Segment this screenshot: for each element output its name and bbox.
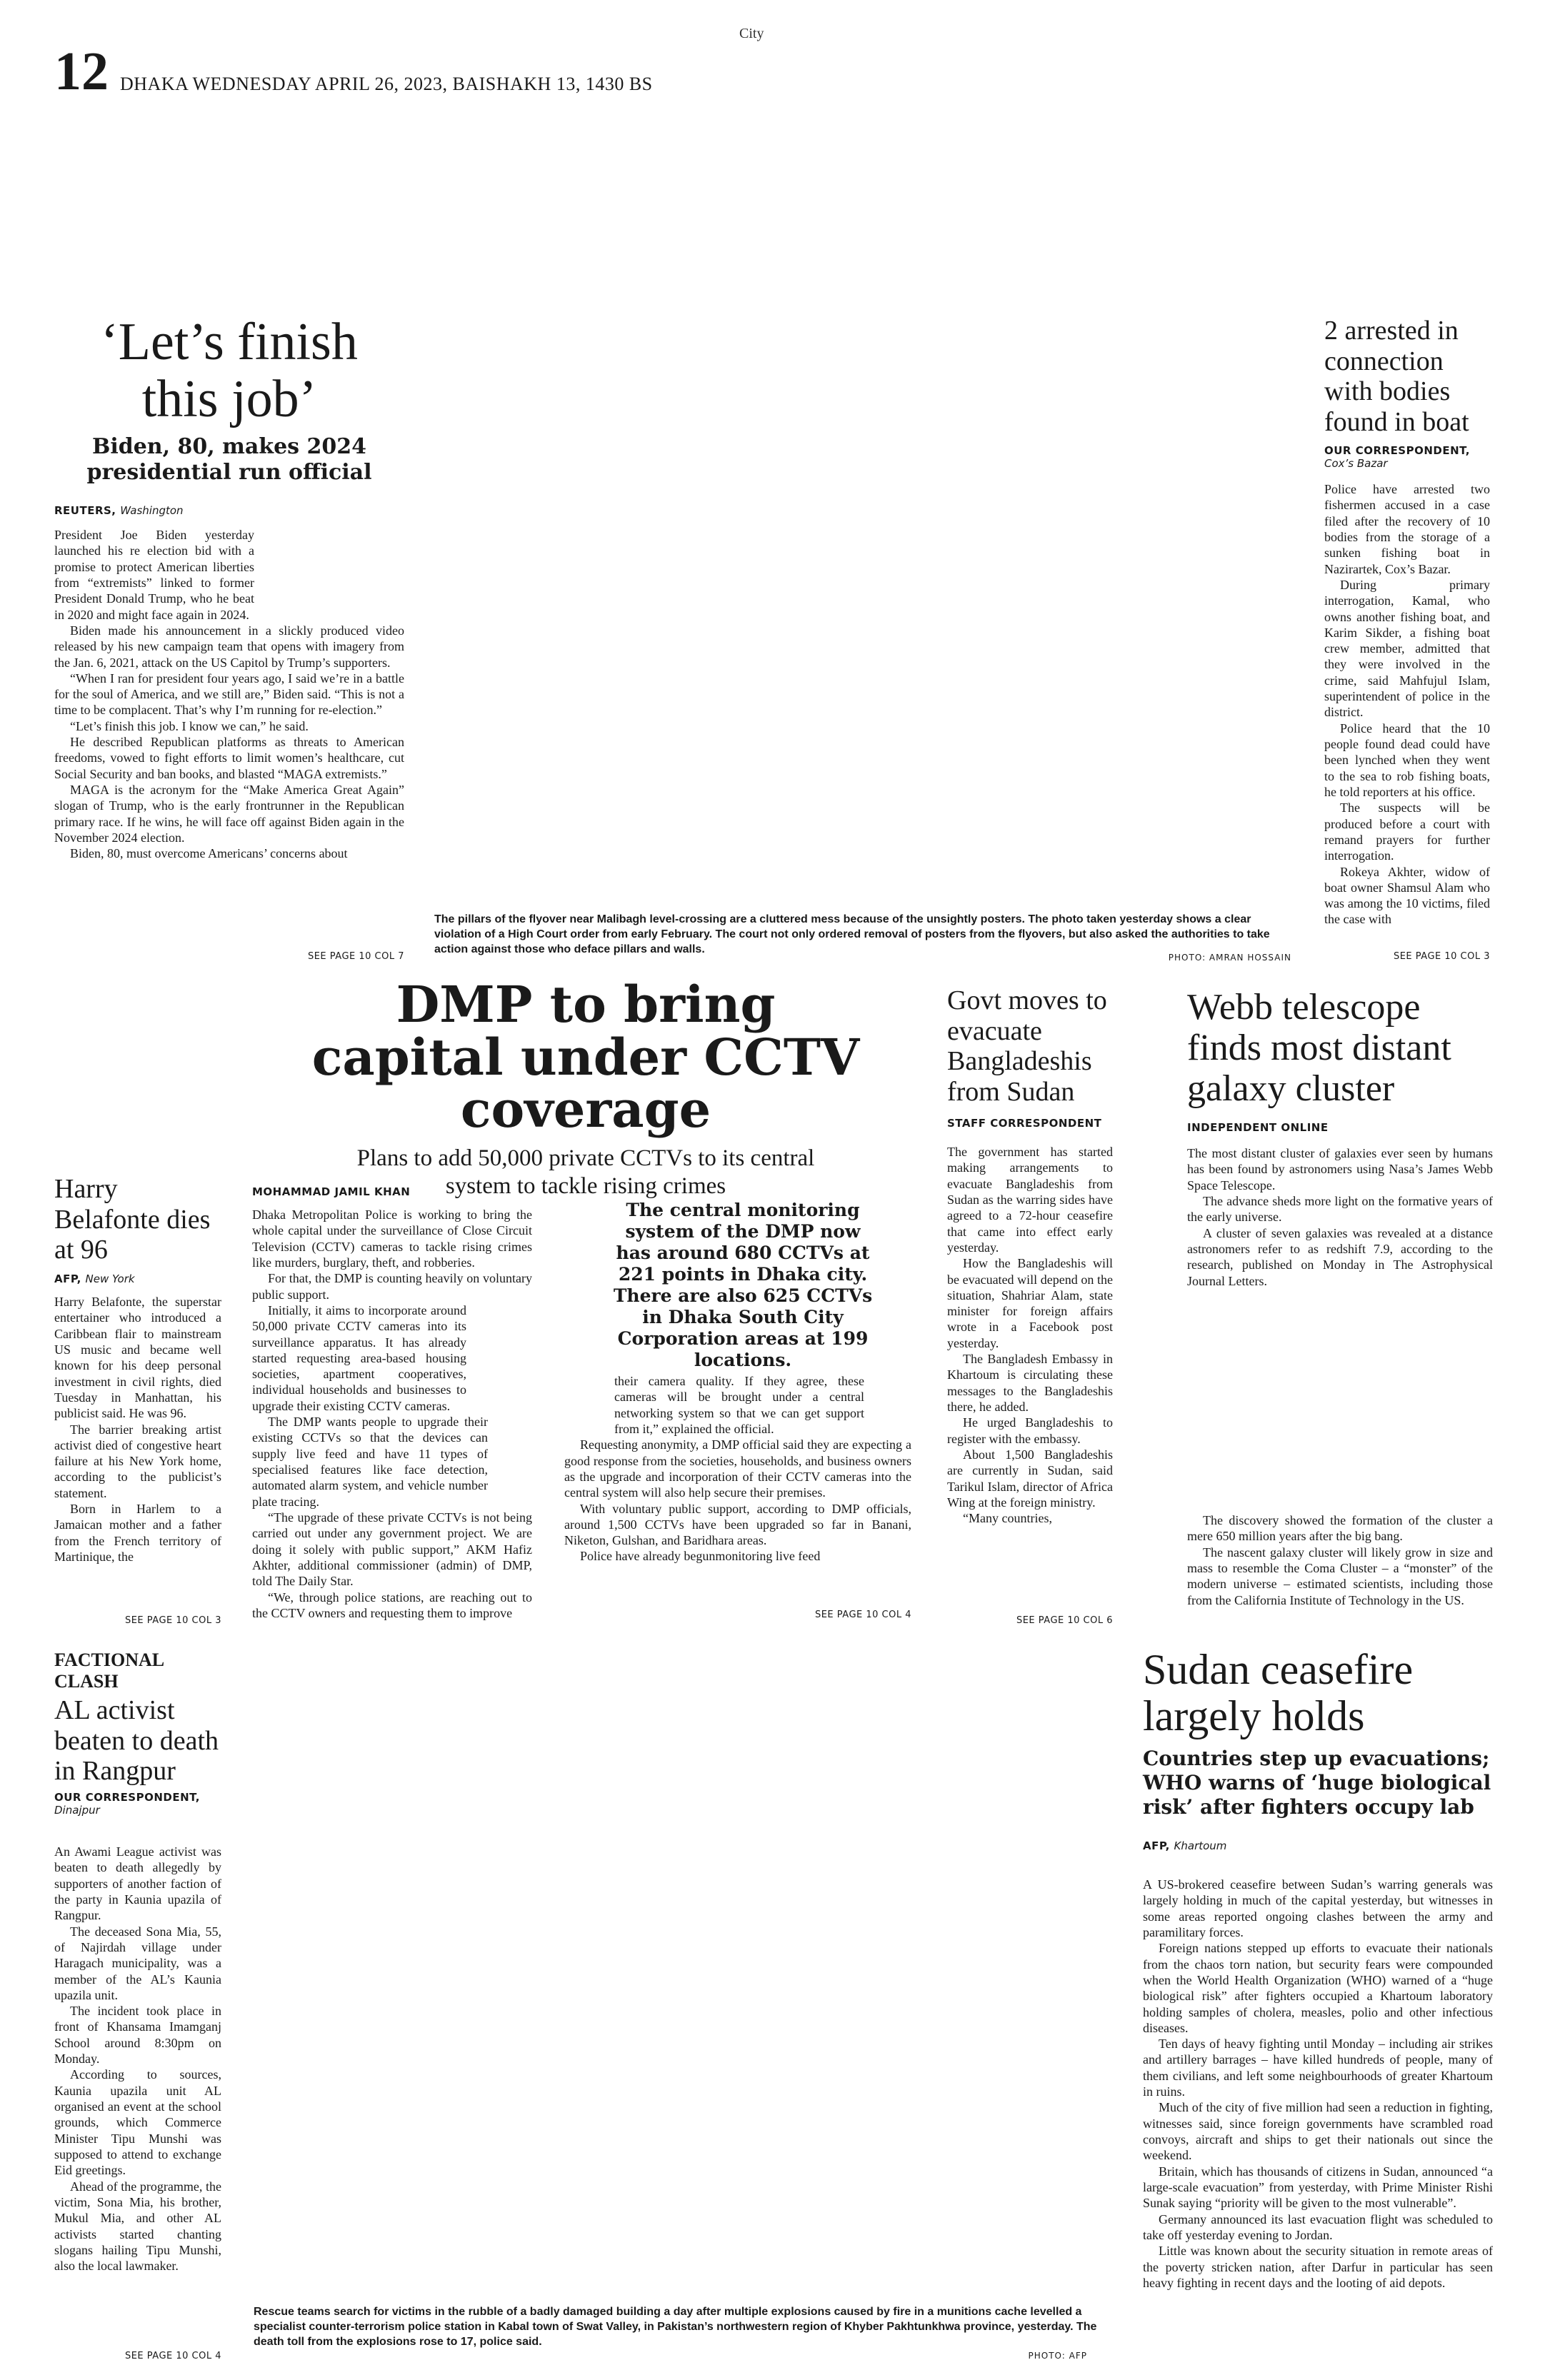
- boat-jump[interactable]: SEE PAGE 10 COL 3: [1393, 951, 1490, 962]
- webb-body-bottom: [1187, 1512, 1493, 1608]
- section-label: City: [739, 26, 764, 41]
- webb-paragraph: The nascent galaxy cluster will likely grow in size and mass to resemble the Coma Cluster – a “monster” of the modern universe – estimated scientists, including those from the California Institute of Technology in the US.: [1187, 1545, 1493, 1607]
- dmp-pullquote: The central monitoring system of the DMP now has around 680 CCTVs at 221 points in Dhaka city. There are also 625 CCTVs in Dhaka South City Corporation areas at 199 locations.: [613, 1200, 873, 1370]
- webb-story: [1187, 987, 1494, 1134]
- biden-paragraph: President Joe Biden yesterday launched his re election bid with a promise to protect American liberties from “extremists” linked to former President Donald Trump, who he beat in 2020 and might face again in 2024.: [54, 528, 254, 622]
- sudan-evac-story: [947, 985, 1133, 1130]
- belafonte-paragraph: The barrier breaking artist activist died of congestive heart failure at his New York home, according to the publicist’s statement.: [54, 1422, 221, 1500]
- biden-paragraph: Biden, 80, must overcome Americans’ concerns about: [70, 846, 348, 861]
- biden-paragraph: MAGA is the acronym for the “Make America Great Again” slogan of Trump, who is the early frontrunner in the Republican primary race. If he wins, he will face off against Biden again in the November 2024 election.: [54, 783, 404, 845]
- dmp-deck: Plans to add 50,000 private CCTVs to its central system to tackle rising crimes: [356, 1145, 815, 1200]
- photo-credit-flyover: PHOTO: AMRAN HOSSAIN: [1168, 953, 1291, 963]
- sudan-ceasefire-paragraph: Ten days of heavy fighting until Monday – including air strikes and artillery barrages – have killed hundreds of people, many of them civilians, and left some neighbourhoods of greater Khartoum in ruins.: [1143, 2037, 1493, 2099]
- sudan-ceasefire-byline: AFP, Khartoum: [1143, 1839, 1227, 1853]
- biden-paragraph: Biden made his announcement in a slickly produced video released by his new campaign team that opens with imagery from the Jan. 6, 2021, attack on the US Capitol by Trump’s supporters.: [54, 623, 404, 670]
- sudan-evac-paragraph: How the Bangladeshis will be evacuated will depend on the situation, Shahriar Alam, state minister for foreign affairs wrote in a Facebook post yesterday.: [947, 1256, 1113, 1350]
- boat-paragraph: During primary interrogation, Kamal, who owns another fishing boat, and Karim Sikder, a fishing boat crew member, admitted that they were involved in the crime, said Mahfujul Islam, superintendent of police in the district.: [1324, 577, 1490, 720]
- dmp-jump[interactable]: SEE PAGE 10 COL 4: [814, 1610, 911, 1620]
- boat-paragraph: The suspects will be produced before a court with remand prayers for further interrogation.: [1324, 800, 1490, 863]
- dmp-paragraph: their camera quality. If they agree, these cameras will be brought under a central networking system so that we can get support from it,” explained the official.: [614, 1374, 864, 1436]
- rangpur-paragraph: The incident took place in front of Khansama Imamganj School around 8:30pm on Monday.: [54, 2004, 221, 2067]
- rangpur-jump[interactable]: SEE PAGE 10 COL 4: [124, 2351, 221, 2361]
- rangpur-paragraph: An Awami League activist was beaten to death allegedly by supporters of another faction of the party in Kaunia upazila of Rangpur.: [54, 1844, 221, 1923]
- sudan-ceasefire-paragraph: Foreign nations stepped up efforts to evacuate their nationals from the chaos torn nation, but security fears were compounded when the World Health Organization (WHO) warned of a “huge biological risk” after fighters occupied a Khartoum laboratory holding samples of cholera, measles, polio and other infectious diseases.: [1143, 1941, 1493, 2035]
- sudan-ceasefire-paragraph: Much of the city of five million had seen a reduction in fighting, witnesses said, since foreign governments have scrambled road convoys, aircraft and ships to get their nationals out since the weekend.: [1143, 2100, 1493, 2163]
- photo-credit-swat: PHOTO: AFP: [1028, 2351, 1087, 2361]
- biden-story: [54, 314, 404, 517]
- biden-body: [54, 527, 404, 862]
- biden-paragraph: He described Republican platforms as threats to American freedoms, vowed to fight efforts to limit women’s healthcare, cut Social Security and ban books, and blasted “MAGA extremists.”: [54, 735, 404, 781]
- belafonte-jump[interactable]: SEE PAGE 10 COL 3: [124, 1615, 221, 1626]
- sudan-evac-paragraph: He urged Bangladeshis to register with the embassy.: [947, 1415, 1113, 1446]
- sudan-evac-paragraph: About 1,500 Bangladeshis are currently in Sudan, said Tarikul Islam, director of Africa Wing at the foreign ministry.: [947, 1447, 1113, 1510]
- belafonte-headline: Harry Belafonte dies at 96: [54, 1174, 211, 1265]
- biden-jump[interactable]: SEE PAGE 10 COL 7: [307, 951, 404, 962]
- dmp-paragraph: With voluntary public support, according to DMP officials, around 1,500 CCTVs have been upgraded so far in Banani, Niketon, Gulshan, and Baridhara areas.: [564, 1501, 911, 1548]
- rangpur-story: [54, 1650, 226, 1817]
- webb-paragraph: The discovery showed the formation of the cluster a mere 650 million years after the big bang.: [1187, 1513, 1493, 1544]
- boat-byline: OUR CORRESPONDENT, Cox’s Bazar: [1324, 444, 1470, 471]
- page-number: 12: [54, 41, 109, 101]
- boat-paragraph: Police heard that the 10 people found dead could have been lynched when they went to the sea to rob fishing boats, he told reporters at his office.: [1324, 720, 1490, 799]
- boat-paragraph: Rokeya Akhter, widow of boat owner Shamsul Alam who was among the 10 victims, filed the case with: [1324, 864, 1490, 927]
- sudan-ceasefire-deck: Countries step up evacuations; WHO warns of ‘huge biological risk’ after fighters occupy lab: [1143, 1746, 1491, 1819]
- sudan-evac-paragraph: The government has started making arrangements to evacuate Bangladeshis from Sudan as the warring sides have agreed to a 72-hour ceasefire that came into effect early yesterday.: [947, 1145, 1113, 1255]
- sudan-ceasefire-paragraph: A US-brokered ceasefire between Sudan’s warring generals was largely holding in much of the capital yesterday, but witnesses in some areas reported ongoing clashes between the army and paramilitary forces.: [1143, 1877, 1493, 1939]
- dmp-col1: [252, 1207, 532, 1621]
- belafonte-story: [54, 1174, 226, 1285]
- dateline: DHAKA WEDNESDAY APRIL 26, 2023, BAISHAKH 13, 1430 BS: [120, 74, 653, 94]
- biden-deck: Biden, 80, makes 2024 presidential run official: [86, 433, 372, 485]
- belafonte-body: [54, 1294, 221, 1565]
- dmp-paragraph: Police have already begunmonitoring live feed: [580, 1549, 821, 1564]
- rangpur-paragraph: The deceased Sona Mia, 55, of Najirdah village under Haragach municipality, was a member of the AL’s Kaunia upazila unit.: [54, 1924, 221, 2002]
- photo-caption-swat: Rescue teams search for victims in the rubble of a badly damaged building a day after multiple explosions caused by fire in a munitions cache levelled a specialist counter-terrorism police station in Kabal town of Swat Valley, in Pakistan’s northwestern region of Khyber Pakhtunkhwa province, yesterday. The death toll from the explosions rose to 17, police said.: [254, 2306, 1097, 2348]
- biden-paragraph: “When I ran for president four years ago, I said we’re in a battle for the soul of America, and we still are,” Biden said. “This is not a time to be complacent. That’s why I’m running for re-election.”: [54, 671, 404, 718]
- dmp-paragraph: “We, through police stations, are reaching out to the CCTV owners and requesting them to improve: [252, 1590, 532, 1620]
- belafonte-paragraph: Born in Harlem to a Jamaican mother and a father from the French territory of Martinique, the: [54, 1502, 221, 1564]
- webb-headline: Webb telescope finds most distant galaxy cluster: [1187, 987, 1451, 1110]
- webb-paragraph: The most distant cluster of galaxies ever seen by humans has been found by astronomers using Nasa’s James Webb Space Telescope.: [1187, 1146, 1493, 1192]
- webb-paragraph: A cluster of seven galaxies was revealed at a distance astronomers refer to as redshift 7.9, according to the research, published on Monday in The Astrophysical Journal Letters.: [1187, 1225, 1493, 1288]
- sudan-evac-paragraph: The Bangladesh Embassy in Khartoum is circulating these messages to the Bangladeshis there, he added.: [947, 1352, 1113, 1414]
- webb-body-top: [1187, 1145, 1493, 1289]
- dmp-paragraph: The DMP wants people to upgrade their existing CCTVs so that the devices can supply live feed and have 11 types of specialised features like face detection, automated alarm system, and vehicle number plate tracing.: [252, 1415, 488, 1509]
- dmp-paragraph: For that, the DMP is counting heavily on voluntary public support.: [252, 1271, 532, 1302]
- rangpur-headline: AL activist beaten to death in Rangpur: [54, 1695, 219, 1787]
- rangpur-paragraph: According to sources, Kaunia upazila unit AL organised an event at the school grounds, which Commerce Minister Tipu Munshi was supposed to attend to exchange Eid greetings.: [54, 2067, 221, 2178]
- sudan-evac-paragraph: “Many countries,: [963, 1511, 1052, 1526]
- boat-body: [1324, 481, 1490, 928]
- dmp-paragraph: “The upgrade of these private CCTVs is not being carried out under any government project. We are doing it solely with public support,” AKM Hafiz Akhter, additional commissioner (admin) of DMP, told The Daily Star.: [252, 1510, 532, 1589]
- sudan-evac-headline: Govt moves to evacuate Bangladeshis from Sudan: [947, 985, 1107, 1107]
- dmp-headline: DMP to bring capital under CCTV coverage: [311, 975, 860, 1139]
- dmp-byline: MOHAMMAD JAMIL KHAN: [252, 1185, 411, 1198]
- webb-paragraph: The advance sheds more light on the formative years of the early universe.: [1187, 1193, 1493, 1225]
- boat-headline: 2 arrested in connection with bodies found in boat: [1324, 316, 1469, 437]
- dmp-col2: [564, 1373, 911, 1565]
- biden-byline: REUTERS, Washington: [54, 503, 184, 517]
- sudan-ceasefire-headline: Sudan ceasefire largely holds: [1143, 1646, 1414, 1739]
- sudan-evac-body: [947, 1144, 1113, 1527]
- rangpur-paragraph: Ahead of the programme, the victim, Sona Mia, his brother, Mukul Mia, and other AL activists started chanting slogans hailing Tipu Munshi, also the local lawmaker.: [54, 2179, 221, 2274]
- dmp-paragraph: Requesting anonymity, a DMP official said they are expecting a good response from the societies, households, and business owners as the upgrade and incorporation of their CCTV cameras into the central system will also help secure their premises.: [564, 1437, 911, 1500]
- sudan-ceasefire-story: [1143, 1647, 1493, 1852]
- belafonte-byline: AFP, New York: [54, 1272, 135, 1285]
- sudan-evac-jump[interactable]: SEE PAGE 10 COL 6: [1016, 1615, 1113, 1626]
- sudan-ceasefire-paragraph: Germany announced its last evacuation flight was scheduled to take off yesterday evening to Jordan.: [1143, 2211, 1493, 2242]
- rangpur-byline: OUR CORRESPONDENT, Dinajpur: [54, 1790, 200, 1817]
- sudan-ceasefire-body: [1143, 1877, 1493, 2291]
- dmp-paragraph: Dhaka Metropolitan Police is working to bring the whole capital under the surveillance of Close Circuit Television (CCTV) cameras to tackle rising crimes like murders, burglary, theft, and robberies.: [252, 1207, 532, 1270]
- boat-paragraph: Police have arrested two fishermen accused in a case filed after the recovery of 10 bodies from the storage of a sunken fishing boat in Nazirartek, Cox’s Bazar.: [1324, 482, 1490, 576]
- rangpur-kicker: FACTIONAL CLASH: [54, 1650, 164, 1692]
- sudan-ceasefire-paragraph: Little was known about the security situation in remote areas of the poverty stricken nation, after Darfur in particular has seen heavy fighting in recent days and the looting of aid depots.: [1143, 2244, 1493, 2290]
- sudan-evac-byline: STAFF CORRESPONDENT: [947, 1117, 1102, 1130]
- sudan-ceasefire-paragraph: Britain, which has thousands of citizens in Sudan, announced “a large-scale evacuation” from yesterday, with Prime Minister Rishi Sunak saying “priority will be given to the most vulnerable”.: [1143, 2164, 1493, 2211]
- belafonte-paragraph: Harry Belafonte, the superstar entertainer who introduced a Caribbean flair to mainstream US music and became well known for his deep personal investment in civil rights, died Tuesday in Manhattan, his publicist said. He was 96.: [54, 1295, 221, 1421]
- biden-paragraph: “Let’s finish this job. I know we can,” he said.: [70, 718, 309, 733]
- photo-caption-flyover: The pillars of the flyover near Malibagh level-crossing are a cluttered mess because of the unsightly posters. The photo taken yesterday shows a clear violation of a High Court order from early February. The court not only ordered removal of posters from the flyovers, but also asked the authorities to take action against those who deface pillars and walls.: [434, 913, 1270, 955]
- rangpur-body: [54, 1844, 221, 2274]
- webb-byline: INDEPENDENT ONLINE: [1187, 1120, 1329, 1134]
- dmp-paragraph: Initially, it aims to incorporate around 50,000 private CCTV cameras into its surveillance apparatus. It has already started requesting area-based housing societies, apartment cooperatives, individual households and businesses to upgrade their existing CCTV cameras.: [252, 1302, 466, 1413]
- boat-story: [1324, 316, 1496, 470]
- dmp-story: [271, 975, 900, 1201]
- biden-headline: ‘Let’s finish this job’: [101, 313, 358, 428]
